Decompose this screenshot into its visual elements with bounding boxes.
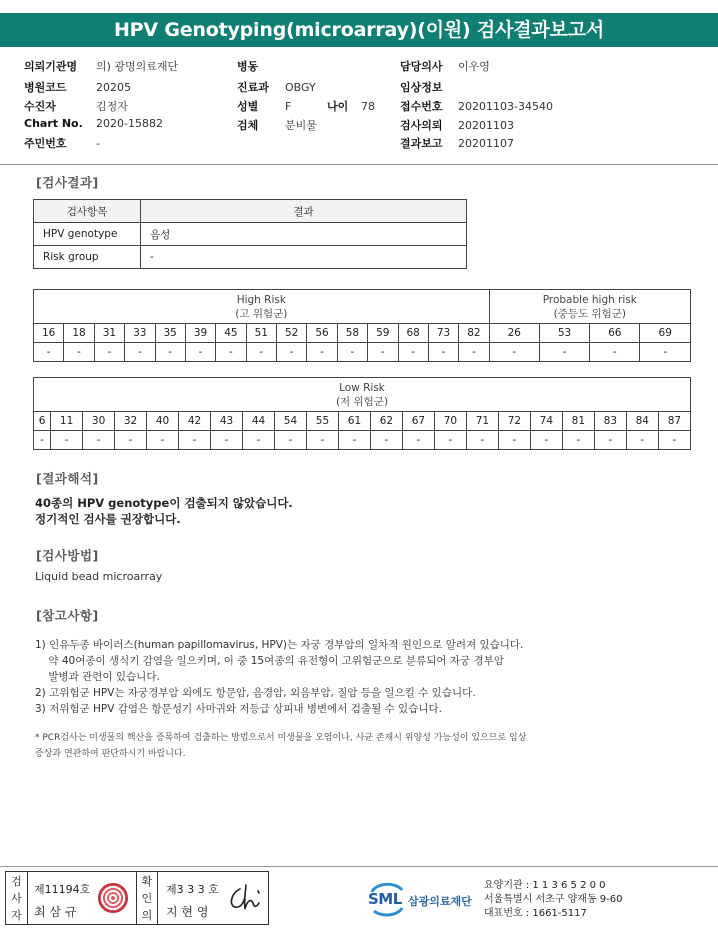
hpv-value-cell: -: [459, 343, 489, 362]
high-risk-header: High Risk (고 위험군): [34, 290, 490, 324]
hpv-type-cell: 81: [562, 412, 594, 431]
footnote: * PCR검사는 미생물의 핵산을 증폭하여 검출하는 방법으로서 미생물을 오염이나, 사균 존재시 위양성 가능성이 있으므로 임상 증상과 연관하여 판단하시기 바랍니다.: [35, 733, 527, 759]
high-risk-table: [33, 289, 691, 362]
info-receipt: 접수번호 20201103-34540: [400, 100, 553, 113]
hpv-value-cell: -: [466, 431, 498, 450]
red-seal-icon: [98, 883, 128, 913]
info-ward: 병동: [237, 60, 259, 73]
hpv-value-cell: -: [338, 431, 370, 450]
hpv-type-cell: 67: [402, 412, 434, 431]
hpv-type-cell: 71: [466, 412, 498, 431]
table-row: [34, 246, 467, 269]
hpv-type-cell: 32: [115, 412, 147, 431]
section-notes: [참고사항]: [36, 608, 99, 623]
section-interpretation: [결과해석]: [36, 471, 99, 486]
hpv-type-cell: 26: [489, 324, 539, 343]
hpv-type-cell: 33: [125, 324, 155, 343]
hpv-type-cell: 59: [368, 324, 398, 343]
confirmer-name: 지 현 영: [166, 905, 209, 919]
method-text: Liquid bead microarray: [35, 570, 163, 583]
info-hospital-code: 병원코드 20205: [24, 81, 131, 94]
hpv-type-cell: 30: [83, 412, 115, 431]
signature-box: [5, 871, 269, 925]
hpv-value-cell: -: [402, 431, 434, 450]
hpv-type-cell: 74: [530, 412, 562, 431]
divider: [0, 164, 718, 165]
hpv-value-cell: -: [594, 431, 626, 450]
hpv-value-cell: -: [640, 343, 691, 362]
hpv-type-cell: 39: [185, 324, 215, 343]
hpv-value-cell: -: [307, 343, 337, 362]
hpv-value-cell: -: [211, 431, 243, 450]
hpv-type-cell: 61: [338, 412, 370, 431]
hpv-value-cell: -: [34, 431, 51, 450]
probable-risk-header: Probable high risk (중등도 위험군): [489, 290, 690, 324]
hpv-value-cell: -: [626, 431, 658, 450]
hpv-value-cell: -: [94, 343, 124, 362]
result-col-value: 결과: [141, 200, 467, 223]
hpv-type-cell: 18: [64, 324, 94, 343]
hpv-value-cell: -: [83, 431, 115, 450]
result-value: -: [141, 246, 467, 269]
notes-list: 1) 인유두종 바이러스(human papillomavirus, HPV)는 자궁 경부암의 일차적 원인으로 알려져 있습니다. 약 40여종이 생식기 감염을 일으키며, 이 중 15여종의 유전형이 고위험군으로 분류되어 자궁 경부암 발병과 관련이 있습니다. 2) 고위험군 HPV는 자궁경부암 외에도 항문암, 음경암, 외음부암, 질암 등을 일으킬 수 있습니다. 3) 저위험군 HPV 감염은 항문성기 사마귀와 저등급 상피내 병변에서 검출될 수 있습니다.: [35, 639, 524, 715]
hpv-type-cell: 62: [370, 412, 402, 431]
info-patient: 수진자 김정자: [24, 100, 128, 113]
examiner-name: 최 삼 규: [34, 905, 77, 919]
table-row: [34, 223, 467, 246]
hpv-value-cell: -: [539, 343, 589, 362]
hpv-type-cell: 73: [428, 324, 458, 343]
info-request: 검사의뢰 20201103: [400, 119, 514, 132]
hpv-type-cell: 45: [216, 324, 246, 343]
result-item: Risk group: [34, 246, 141, 269]
hpv-value-cell: -: [115, 431, 147, 450]
hpv-value-cell: -: [155, 343, 185, 362]
hpv-value-cell: -: [434, 431, 466, 450]
examiner-label: 검사자: [6, 872, 28, 924]
hpv-value-cell: -: [489, 343, 539, 362]
hpv-type-cell: 51: [246, 324, 276, 343]
info-institution: 의뢰기관명 의) 광명의료재단: [24, 60, 179, 73]
hpv-value-cell: -: [185, 343, 215, 362]
hpv-type-cell: 43: [211, 412, 243, 431]
hpv-value-cell: -: [277, 343, 307, 362]
info-report: 결과보고 20201107: [400, 137, 514, 150]
footer-divider: [0, 866, 718, 867]
hpv-value-cell: -: [179, 431, 211, 450]
hpv-value-cell: -: [368, 343, 398, 362]
hpv-value-cell: -: [125, 343, 155, 362]
hpv-type-cell: 40: [147, 412, 179, 431]
hpv-value-cell: -: [428, 343, 458, 362]
hpv-value-cell: -: [246, 343, 276, 362]
hpv-type-cell: 66: [590, 324, 640, 343]
hpv-type-cell: 35: [155, 324, 185, 343]
info-resident: 주민번호 -: [24, 137, 100, 150]
hpv-type-cell: 42: [179, 412, 211, 431]
interpretation-text: 40종의 HPV genotype이 검출되지 않았습니다. 정기적인 검사를 권장합니다.: [35, 496, 293, 526]
hpv-value-cell: -: [275, 431, 307, 450]
section-method: [검사방법]: [36, 548, 99, 563]
result-col-item: 검사항목: [34, 200, 141, 223]
result-table: [33, 199, 467, 269]
hpv-type-cell: 55: [306, 412, 338, 431]
hpv-value-cell: -: [147, 431, 179, 450]
hpv-value-cell: -: [34, 343, 64, 362]
hpv-value-cell: -: [370, 431, 402, 450]
hpv-value-cell: -: [306, 431, 338, 450]
hpv-value-cell: -: [337, 343, 367, 362]
result-value: 음성: [141, 223, 467, 246]
info-sex: 성별 F 나이 78: [237, 100, 375, 113]
low-risk-header: Low Risk (저 위험군): [34, 378, 691, 412]
org-name: 삼광의료재단: [408, 895, 472, 908]
hpv-value-cell: -: [51, 431, 83, 450]
hpv-type-cell: 82: [459, 324, 489, 343]
hpv-type-cell: 11: [51, 412, 83, 431]
info-specimen: 검체 분비물: [237, 119, 317, 132]
hpv-type-cell: 44: [243, 412, 275, 431]
hpv-type-cell: 84: [626, 412, 658, 431]
confirmer-no: 제3 3 3 호: [166, 883, 219, 896]
examiner-no: 제11194호: [34, 883, 91, 896]
hpv-type-cell: 83: [594, 412, 626, 431]
org-contact: 요양기관 : 1 1 3 6 5 2 0 0 서울특별시 서초구 양재동 9-60 대표번호 : 1661-5117: [484, 880, 623, 919]
result-item: HPV genotype: [34, 223, 141, 246]
hpv-type-cell: 68: [398, 324, 428, 343]
section-result: [검사결과]: [36, 175, 99, 190]
hpv-type-cell: 31: [94, 324, 124, 343]
hpv-type-cell: 54: [275, 412, 307, 431]
hpv-value-cell: -: [658, 431, 690, 450]
info-chart: Chart No. 2020-15882: [24, 117, 163, 130]
hpv-type-cell: 72: [498, 412, 530, 431]
hpv-value-cell: -: [498, 431, 530, 450]
hpv-value-cell: -: [243, 431, 275, 450]
hpv-value-cell: -: [64, 343, 94, 362]
hpv-type-cell: 6: [34, 412, 51, 431]
hpv-type-cell: 69: [640, 324, 691, 343]
hpv-type-cell: 52: [277, 324, 307, 343]
info-dept: 진료과 OBGY: [237, 81, 316, 94]
hpv-type-cell: 58: [337, 324, 367, 343]
hpv-value-cell: -: [590, 343, 640, 362]
hpv-type-cell: 53: [539, 324, 589, 343]
hpv-type-cell: 70: [434, 412, 466, 431]
hpv-value-cell: -: [530, 431, 562, 450]
confirmer-label: 확인의: [136, 872, 158, 924]
info-doctor: 담당의사 이우영: [400, 60, 490, 73]
report-title: HPV Genotyping(microarray)(이원) 검사결과보고서: [0, 13, 718, 47]
info-clinical: 임상정보: [400, 81, 443, 94]
low-risk-table: [33, 377, 691, 450]
hpv-type-cell: 16: [34, 324, 64, 343]
hpv-value-cell: -: [216, 343, 246, 362]
org-logo-text: SML: [368, 890, 402, 908]
hpv-value-cell: -: [398, 343, 428, 362]
hpv-value-cell: -: [562, 431, 594, 450]
hpv-type-cell: 56: [307, 324, 337, 343]
hpv-type-cell: 87: [658, 412, 690, 431]
handwritten-signature-icon: [226, 881, 264, 915]
